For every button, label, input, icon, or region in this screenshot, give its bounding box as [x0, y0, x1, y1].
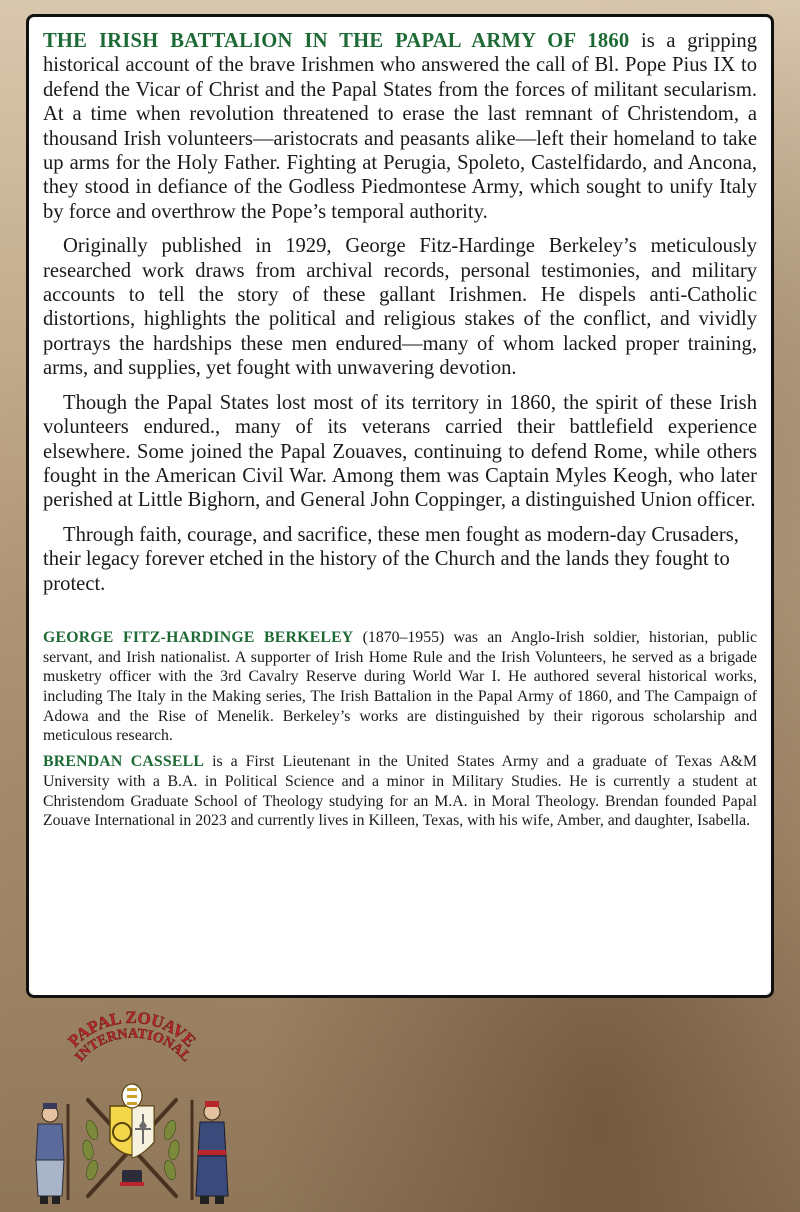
papal-shield-icon: [110, 1106, 154, 1158]
description-paragraph-4: Through faith, courage, and sacrifice, these men fought as modern-day Crusaders, their legacy forever etched in the history of the Church and the lands they fought to protect.: [43, 523, 739, 595]
author-bio-text: (1870–1955) was an Anglo-Irish soldier, historian, public servant, and Irish nationalist. A supporter of Irish Home Rule and the Irish Volunteers, he served as a brigade musketry officer with the 3rd Cavalry Reserve during World War I. He authored several historical works, including The Italy in the Making series, The Irish Battalion in the Papal Army of 1860, and The Campaign of Adowa and the Rise of Menelik. Berkeley’s works are distinguished by their rigorous scholarship and meticulous research.: [43, 628, 757, 745]
section-spacer: [43, 606, 757, 628]
editor-bio-text: is a First Lieutenant in the United States Army and a graduate of Texas A&M University with a B.A. in Political Science and a minor in Military Studies. He is currently a student at Christendom Graduate School of Theology studying for an M.A. in Moral Theology. Brendan founded Papal Zouave International in 2023 and currently lives in Killeen, Texas, with his wife, Amber, and daughter, Isabella.: [43, 753, 757, 830]
author-bio: [43, 628, 757, 746]
back-cover-text-panel: [26, 14, 774, 998]
author-name: GEORGE FITZ-HARDINGE BERKELEY: [43, 628, 354, 646]
kepi-icon: [120, 1170, 144, 1186]
description-paragraph-2: Originally published in 1929, George Fitz-Hardinge Berkeley’s meticulously researched work draws from archival records, personal testimonies, and military accounts to tell the story of these gallant Irishmen. He dispels anti-Catholic distortions, highlights the political and religious stakes of the conflict, and vividly portrays the hardships these men endured—many of whom lacked proper training, arms, and supplies, yet fought with unwavering devotion.: [43, 235, 757, 380]
editor-bio: [43, 752, 757, 831]
description-paragraph-3: Though the Papal States lost most of its territory in 1860, the spirit of these Irish volunteers endured., many of its veterans carried their battlefield experience elsewhere. Some joined the Papal Zouaves, continuing to defend Rome, while others fought in the American Civil War. Among them was Captain Myles Keogh, who later perished at Little Bighorn, and General John Coppinger, a distinguished Union officer.: [43, 391, 757, 512]
tiara-keys-icon: [122, 1084, 142, 1108]
description-paragraph-1: [43, 29, 757, 224]
zouave-soldier-right-icon: [192, 1100, 228, 1204]
editor-name: BRENDAN CASSELL: [43, 753, 205, 771]
book-title: THE IRISH BATTALION IN THE PAPAL ARMY OF 1860: [43, 30, 630, 52]
zouave-soldier-left-icon: [36, 1103, 68, 1204]
papal-zouave-international-logo: [28, 1010, 234, 1206]
description-paragraph-1-text: is a gripping historical account of the brave Irishmen who answered the call of Bl. Pope Pius IX to defend the Vicar of Christ and the Papal States from the forces of militant secularism. At a time when revolution threatened to erase the last remnant of Christendom, a thousand Irish volunteers—aristocrats and peasants alike—left their homeland to take up arms for the Holy Father. Fighting at Perugia, Spoleto, Castelfidardo, and Ancona, they stood in defiance of the Godless Piedmontese Army, which sought to unify Italy by force and overthrow the Pope’s temporal authority.: [43, 30, 757, 223]
logo-text-line-1: PAPAL ZOUAVE: [64, 1010, 200, 1051]
logo-text-line-2: INTERNATIONAL: [72, 1026, 194, 1065]
